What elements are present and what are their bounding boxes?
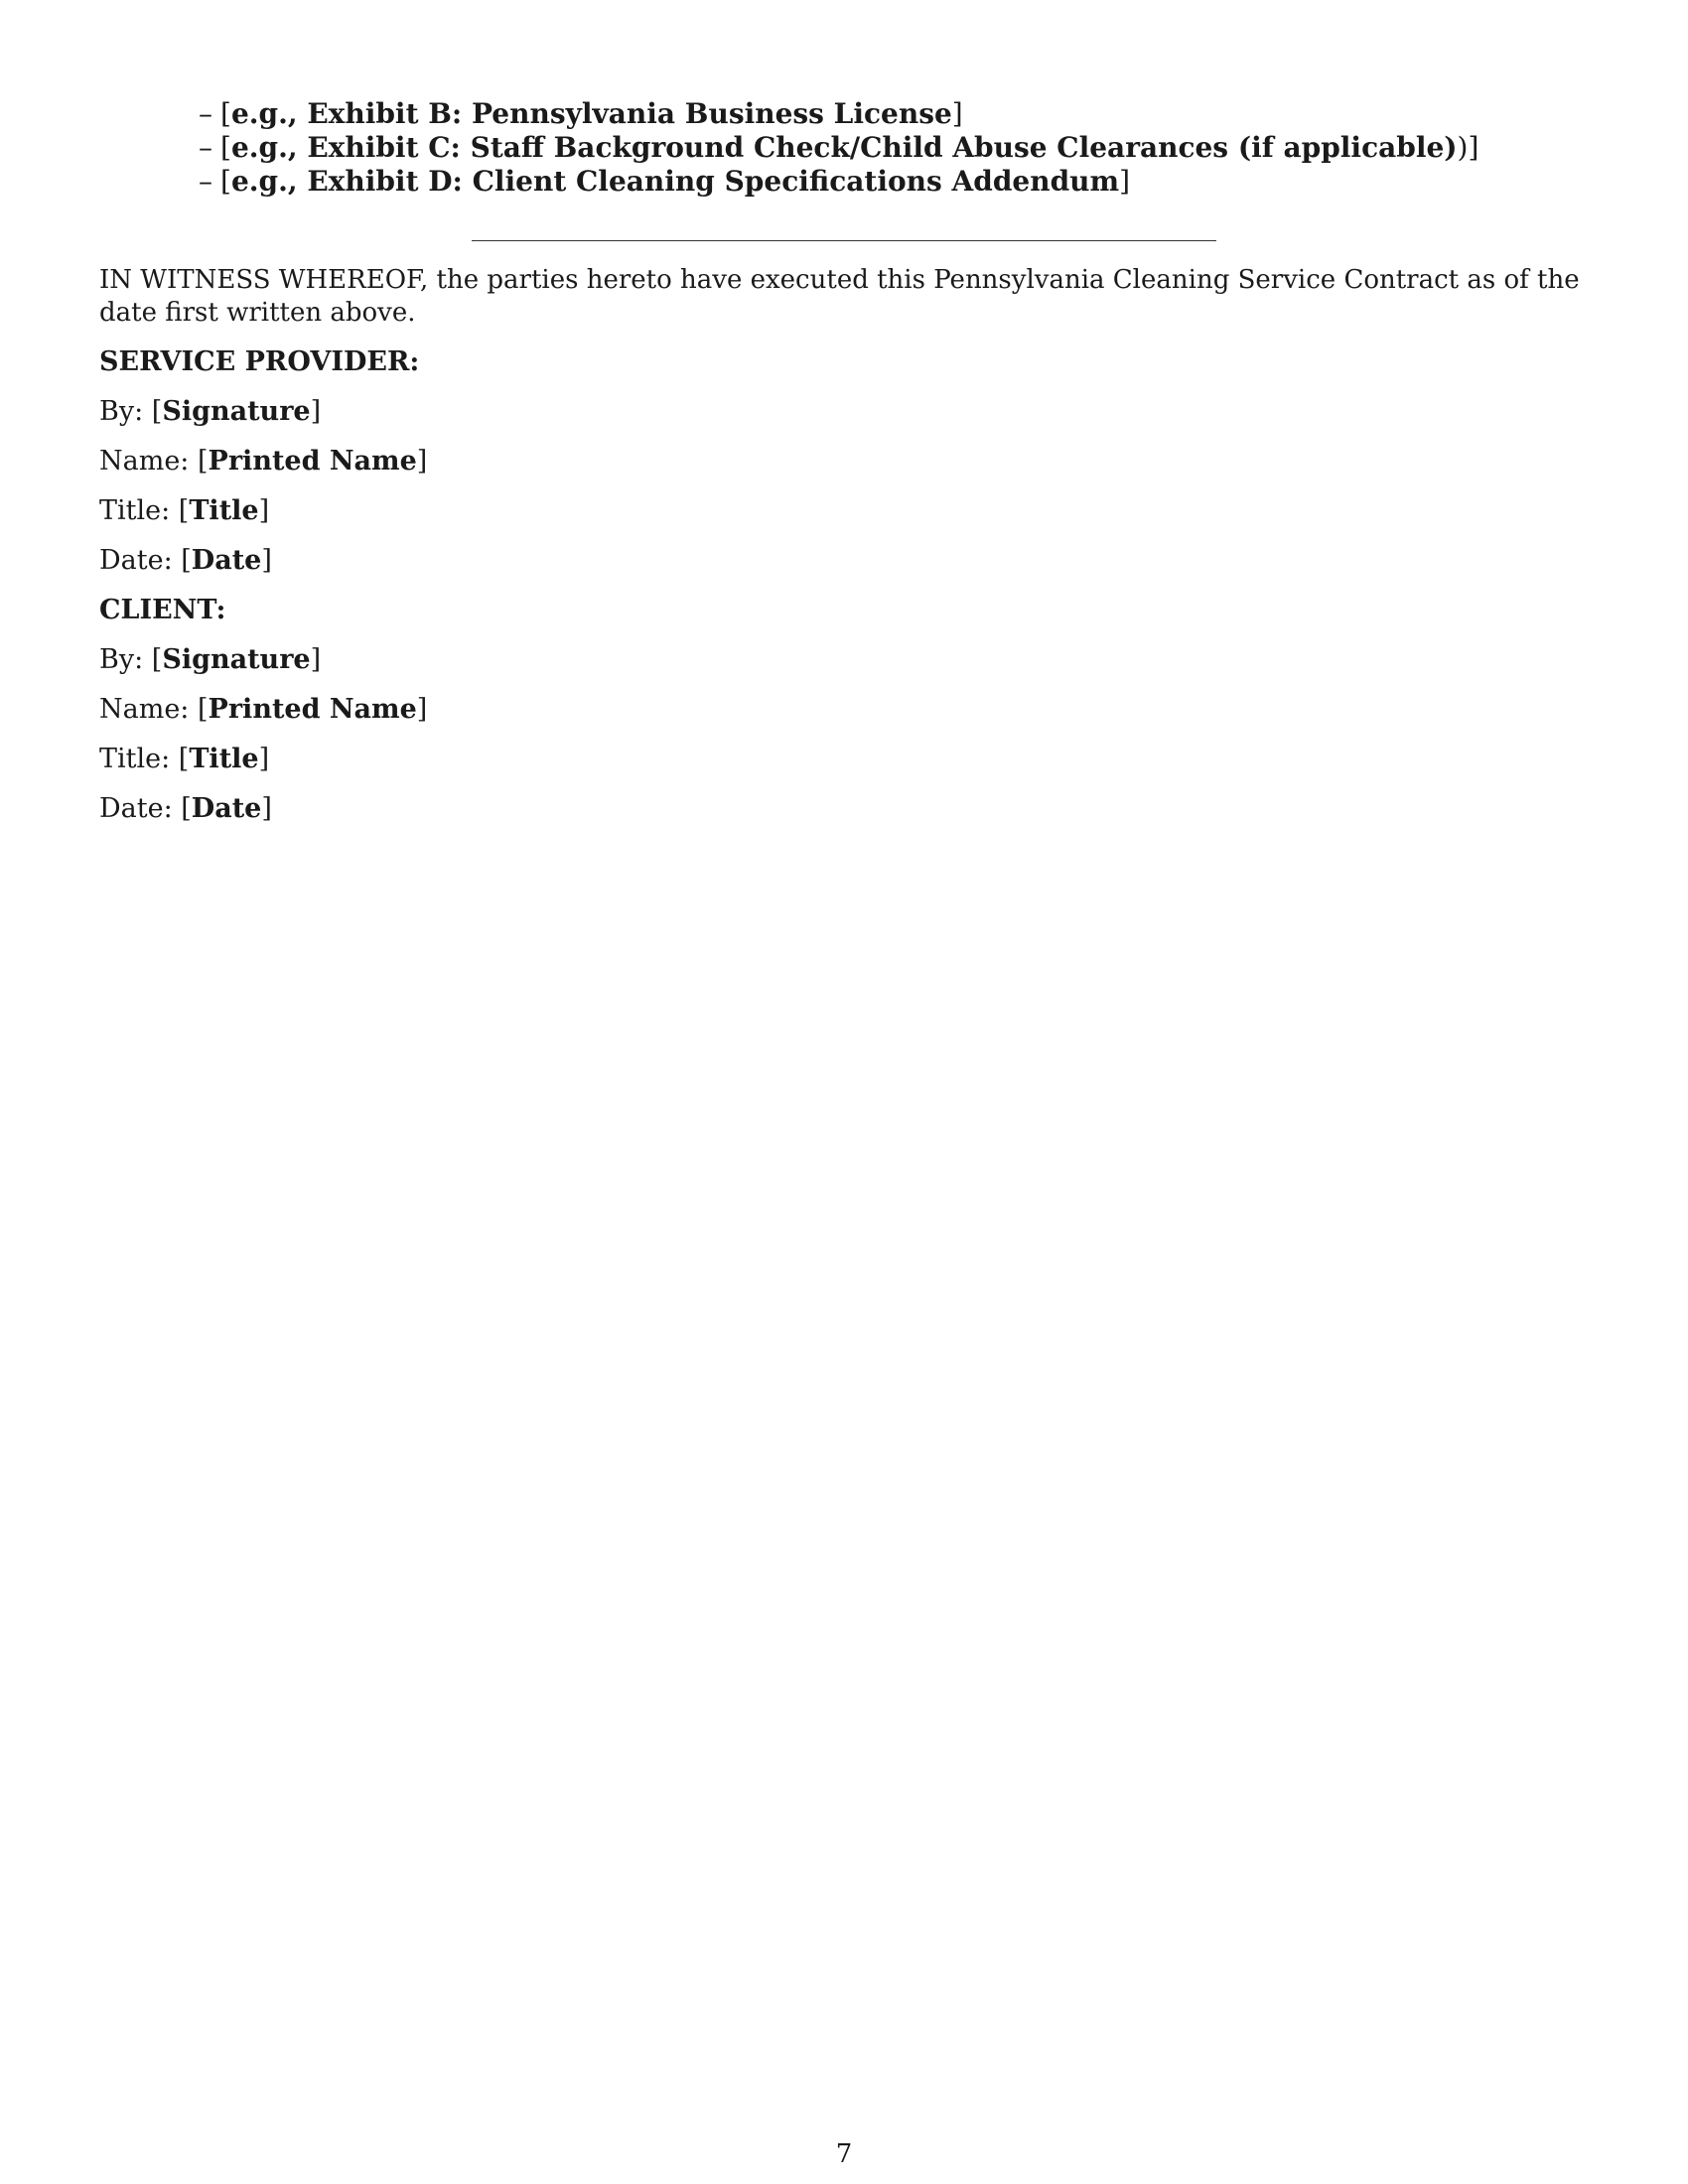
list-dash: – bbox=[199, 131, 212, 164]
close-bracket: ] bbox=[951, 97, 963, 130]
open-bracket: [ bbox=[220, 97, 231, 130]
name-label: Name: bbox=[99, 694, 190, 725]
title-label: Title: bbox=[99, 495, 171, 526]
open-bracket: [ bbox=[220, 131, 231, 164]
printed-name-placeholder: Printed Name bbox=[208, 694, 417, 725]
exhibit-text bbox=[231, 131, 1458, 164]
client-name-line: Name: [Printed Name] bbox=[99, 694, 428, 725]
title-placeholder: Title bbox=[189, 495, 259, 526]
title-label: Title: bbox=[99, 744, 171, 774]
signature-placeholder: Signature bbox=[162, 644, 311, 675]
close-bracket: ] bbox=[1119, 165, 1131, 198]
date-placeholder: Date bbox=[191, 793, 262, 824]
date-label: Date: bbox=[99, 545, 173, 576]
horizontal-divider bbox=[472, 240, 1216, 241]
exhibit-text: e.g., Exhibit B: Pennsylvania Business License bbox=[230, 97, 952, 130]
client-by-line: By: [Signature] bbox=[99, 644, 322, 675]
exhibit-item-c bbox=[199, 131, 1478, 165]
date-placeholder: Date bbox=[191, 545, 262, 576]
exhibit-item-d bbox=[199, 165, 1478, 199]
exhibit-text: e.g., Exhibit D: Client Cleaning Specifications Addendum bbox=[230, 165, 1120, 198]
client-date-line: Date: [Date] bbox=[99, 793, 272, 824]
open-bracket: [ bbox=[220, 165, 231, 198]
by-label: By: bbox=[99, 644, 144, 675]
name-label: Name: bbox=[99, 446, 190, 477]
signature-placeholder: Signature bbox=[162, 396, 311, 427]
service-provider-title-line: Title: [Title] bbox=[99, 495, 270, 526]
printed-name-placeholder: Printed Name bbox=[208, 446, 417, 477]
client-title-line: Title: [Title] bbox=[99, 744, 270, 774]
page-number: 7 bbox=[835, 2139, 853, 2169]
exhibit-text-body: e.g., Exhibit C: Staff Background Check/Child Abuse Clearances (if applicable) bbox=[230, 131, 1458, 164]
service-provider-by-line: By: [Signature] bbox=[99, 396, 322, 427]
service-provider-date-line: Date: [Date] bbox=[99, 545, 272, 576]
title-placeholder: Title bbox=[189, 744, 259, 774]
close-bracket: )] bbox=[1457, 131, 1479, 164]
service-provider-name-line: Name: [Printed Name] bbox=[99, 446, 428, 477]
list-dash: – bbox=[199, 97, 212, 130]
exhibit-list bbox=[199, 97, 1478, 199]
list-dash: – bbox=[199, 165, 212, 198]
witness-paragraph: IN WITNESS WHEREOF, the parties hereto have executed this Pennsylvania Cleaning Service Contract as of the date first written above. bbox=[99, 265, 1580, 328]
date-label: Date: bbox=[99, 793, 173, 824]
by-label: By: bbox=[99, 396, 144, 427]
service-provider-heading: SERVICE PROVIDER: bbox=[99, 346, 420, 377]
exhibit-item-b bbox=[199, 97, 1478, 131]
client-heading: CLIENT: bbox=[99, 595, 226, 625]
